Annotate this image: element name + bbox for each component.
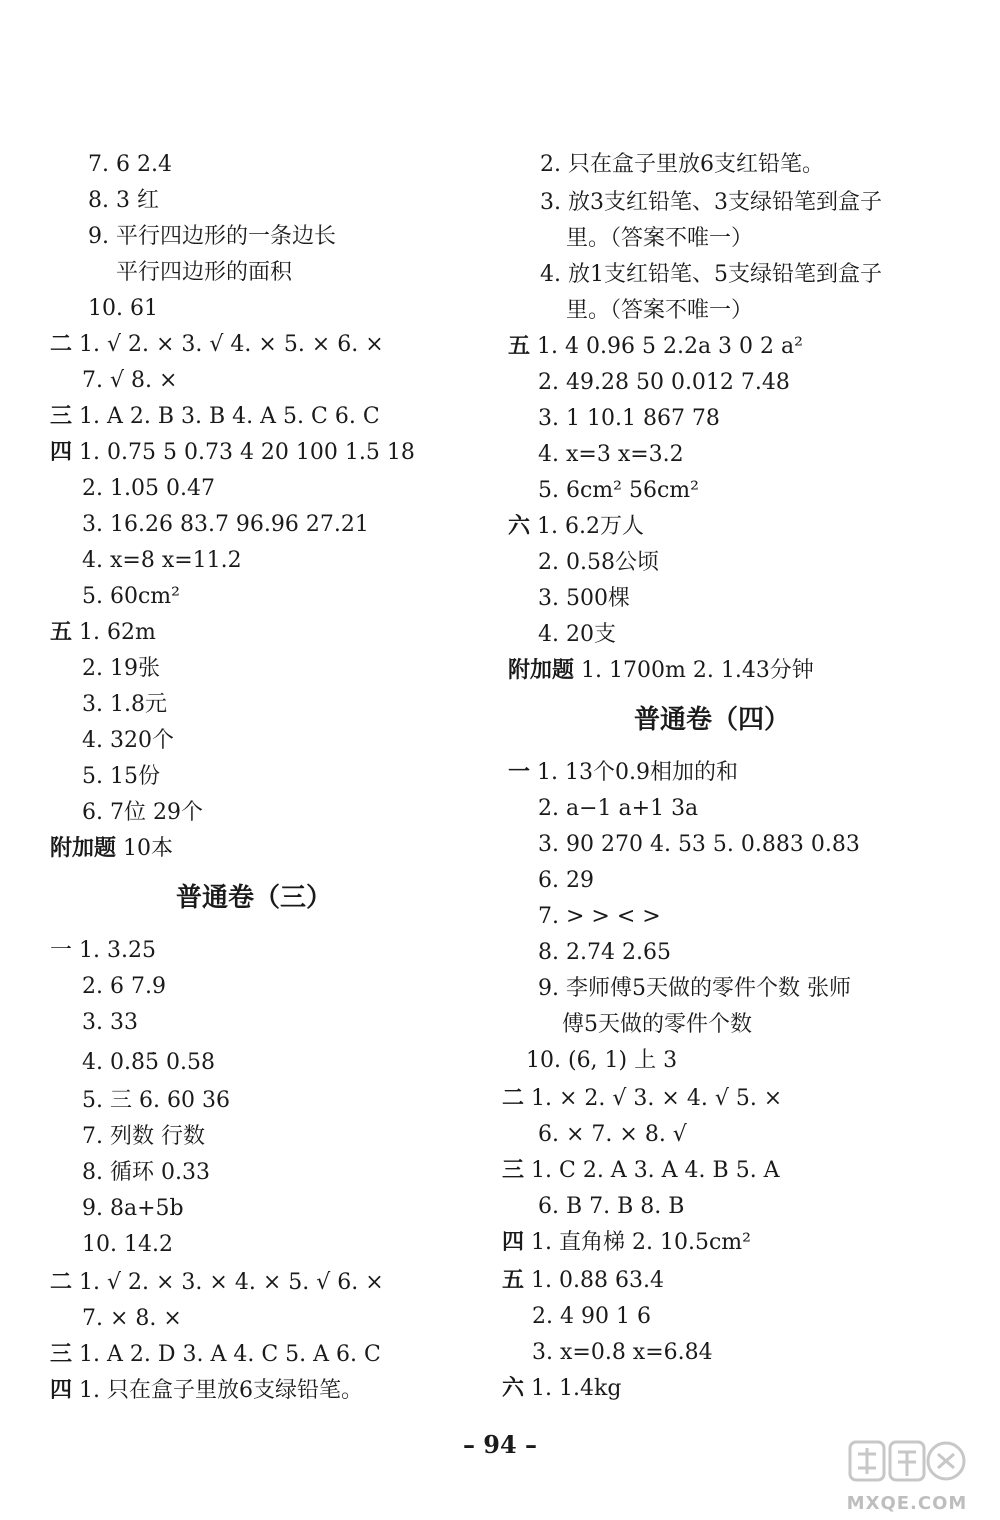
answer-line: 五 1. 0.88 63.4 [502, 1268, 664, 1293]
answer-stamp-icon [848, 1438, 966, 1486]
answer-line: 四 1. 直角梯 2. 10.5cm² [502, 1230, 751, 1255]
answer-line: 5. 6cm² 56cm² [538, 478, 699, 503]
section-heading: 普通卷（三） [176, 883, 333, 913]
answer-line: 6. 29 [538, 868, 594, 893]
answer-line: 9. 平行四边形的一条边长 [88, 224, 336, 249]
answer-line: 10. 14.2 [82, 1232, 173, 1257]
answer-line: 10. (6, 1) 上 3 [526, 1048, 678, 1073]
answer-line: 二 1. √ 2. × 3. × 4. × 5. √ 6. × [50, 1270, 384, 1295]
section-tag: 四 [50, 440, 73, 465]
answer-line: 3. 33 [82, 1010, 138, 1035]
section-tag: 三 [50, 1342, 73, 1367]
answer-line: 3. 16.26 83.7 96.96 27.21 [82, 512, 369, 537]
answer-line: 五 1. 4 0.96 5 2.2a 3 0 2 a² [508, 334, 803, 359]
answer-line: 2. 0.58公顷 [538, 550, 659, 575]
answer-line: 3. x=0.8 x=6.84 [532, 1340, 713, 1365]
answer-line: 2. 只在盒子里放6支红铅笔。 [540, 152, 824, 177]
page-number: – 94 – [462, 1430, 538, 1459]
answer-line: 3. 放3支红铅笔、3支绿铅笔到盒子 [540, 190, 882, 215]
answer-line: 2. a−1 a+1 3a [538, 796, 699, 821]
answer-line: 2. 6 7.9 [82, 974, 166, 999]
section-tag: 三 [502, 1158, 525, 1183]
section-tag: 四 [502, 1230, 525, 1255]
section-tag: 五 [502, 1268, 525, 1293]
answer-line: 附加题 1. 1700m 2. 1.43分钟 [508, 658, 814, 683]
answer-line: 2. 49.28 50 0.012 7.48 [538, 370, 790, 395]
answer-line: 5. 三 6. 60 36 [82, 1088, 230, 1113]
answer-line: 2. 19张 [82, 656, 160, 681]
section-tag: 三 [50, 404, 73, 429]
answer-line: 6. × 7. × 8. √ [538, 1122, 687, 1147]
section-tag: 附加题 [50, 836, 117, 861]
section-tag: 四 [50, 1378, 73, 1403]
answer-line: 6. 7位 29个 [82, 800, 203, 825]
section-tag: 二 [502, 1086, 525, 1111]
section-heading: 普通卷（四） [634, 705, 791, 735]
answer-line: 四 1. 只在盒子里放6支绿铅笔。 [50, 1378, 363, 1403]
answer-line: 9. 8a+5b [82, 1196, 184, 1221]
watermark [832, 1438, 982, 1514]
answer-line: 3. 500棵 [538, 586, 630, 611]
section-tag: 附加题 [508, 658, 575, 683]
answer-line: 三 1. A 2. D 3. A 4. C 5. A 6. C [50, 1342, 381, 1367]
answer-line: 4. 320个 [82, 728, 174, 753]
answer-line: 7. 6 2.4 [88, 152, 172, 177]
answer-line: 平行四边形的面积 [116, 260, 293, 285]
answer-line: 2. 4 90 1 6 [532, 1304, 651, 1329]
section-tag: 一 [508, 760, 531, 785]
section-tag: 六 [508, 514, 531, 539]
answer-line: 4. 放1支红铅笔、5支绿铅笔到盒子 [540, 262, 882, 287]
answer-line: 二 1. × 2. √ 3. × 4. √ 5. × [502, 1086, 783, 1111]
section-tag: 五 [50, 620, 73, 645]
answer-line: 三 1. A 2. B 3. B 4. A 5. C 6. C [50, 404, 380, 429]
section-tag: 二 [50, 1270, 73, 1295]
answer-line: 傅5天做的零件个数 [562, 1012, 752, 1037]
answer-line: 六 1. 1.4kg [502, 1376, 622, 1401]
answer-line: 2. 1.05 0.47 [82, 476, 215, 501]
watermark-text: MXQE.COM [846, 1493, 968, 1514]
answer-line: 附加题 10本 [50, 836, 174, 861]
answer-line: 8. 2.74 2.65 [538, 940, 671, 965]
answer-line: 6. B 7. B 8. B [538, 1194, 685, 1219]
answer-line: 三 1. C 2. A 3. A 4. B 5. A [502, 1158, 780, 1183]
answer-line: 4. 20支 [538, 622, 616, 647]
section-tag: 二 [50, 332, 73, 357]
answer-line: 一 1. 3.25 [50, 938, 156, 963]
answer-line: 3. 1 10.1 867 78 [538, 406, 720, 431]
answer-line: 六 1. 6.2万人 [508, 514, 644, 539]
answer-line: 8. 循环 0.33 [82, 1160, 210, 1185]
section-tag: 六 [502, 1376, 525, 1401]
answer-line: 四 1. 0.75 5 0.73 4 20 100 1.5 18 [50, 440, 415, 465]
answer-line: 7. > > < > [538, 904, 661, 929]
answer-line: 8. 3 红 [88, 188, 159, 213]
answer-line: 9. 李师傅5天做的零件个数 张师 [538, 976, 851, 1001]
answer-line: 7. 列数 行数 [82, 1124, 205, 1149]
answer-line: 4. x=3 x=3.2 [538, 442, 684, 467]
answer-line: 五 1. 62m [50, 620, 156, 645]
answer-line: 7. √ 8. × [82, 368, 178, 393]
answer-line: 里。（答案不唯一） [566, 226, 754, 251]
answer-line: 5. 15份 [82, 764, 160, 789]
answer-line: 3. 90 270 4. 53 5. 0.883 0.83 [538, 832, 860, 857]
answer-line: 7. × 8. × [82, 1306, 182, 1331]
section-tag: 五 [508, 334, 531, 359]
answer-line: 10. 61 [88, 296, 158, 321]
answer-line: 5. 60cm² [82, 584, 180, 609]
answer-line: 里。（答案不唯一） [566, 298, 754, 323]
answer-line: 一 1. 13个0.9相加的和 [508, 760, 738, 785]
answer-line: 3. 1.8元 [82, 692, 167, 717]
answer-line: 4. x=8 x=11.2 [82, 548, 242, 573]
answer-line: 4. 0.8̇5̇ 0.58 [82, 1050, 215, 1075]
answer-line: 二 1. √ 2. × 3. √ 4. × 5. × 6. × [50, 332, 384, 357]
